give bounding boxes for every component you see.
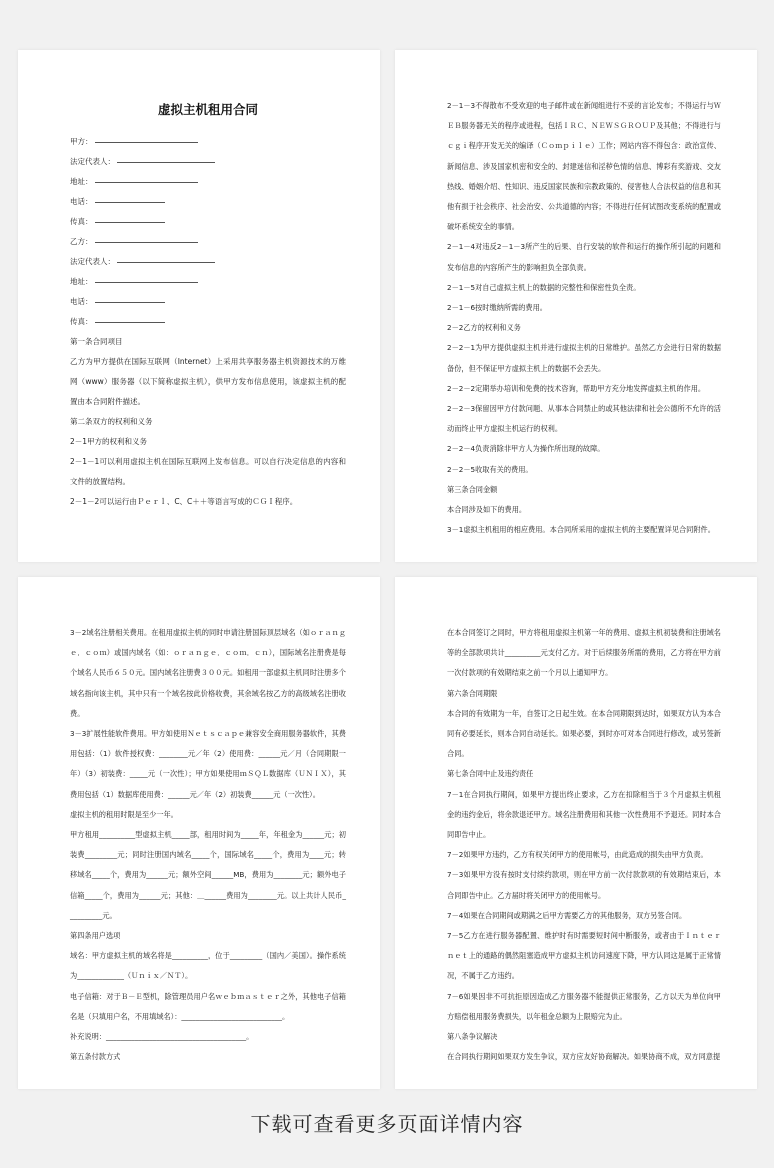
form-field — [70, 292, 346, 312]
page-3-body — [70, 623, 346, 1067]
field-blank-line — [95, 321, 165, 323]
document-page-3 — [18, 577, 380, 1089]
contract-paragraph: 补充说明：_______________________________________。 — [70, 1032, 254, 1042]
contract-paragraph: 7－4如果在合同期间或期满之后甲方需要乙方的其他服务，双方另签合同。 — [447, 910, 687, 920]
contract-paragraph: 7－5乙方在进行服务器配置、维护时有时需要短时间中断服务，或者由于Ｉｎｔｅｒｎｅｔ上的通路的偶然阻塞造成甲方虚拟主机访问速度下降，甲方认同这是属于正常情况，不属于乙方违约。 — [447, 931, 721, 981]
form-field — [70, 152, 346, 172]
contract-paragraph: 虚拟主机的租用时限是至少一年。 — [70, 809, 178, 819]
form-field — [70, 312, 346, 332]
party-info-fields — [70, 132, 346, 332]
field-label: 传真： — [70, 317, 93, 326]
download-more-caption: 下载可查看更多页面详情内容 — [250, 1112, 524, 1136]
field-blank-line — [95, 141, 198, 143]
form-field — [70, 252, 346, 272]
field-label: 电话： — [70, 197, 93, 206]
field-blank-line — [117, 261, 215, 263]
form-field — [70, 132, 346, 152]
contract-paragraph: 第四条用户选项 — [70, 931, 121, 941]
contract-paragraph: 7－1在合同执行期间，如果甲方提出终止要求，乙方在扣除相当于３个月虚拟主机租金的违约金后，将余款退还甲方。域名注册费用和其他一次性费用不予退还。同时本合同即告中止。 — [447, 789, 721, 840]
field-blank-line — [95, 221, 165, 223]
contract-title: 虚拟主机租用合同 — [157, 102, 258, 117]
contract-paragraph: 在本合同签订之同时，甲方将租用虚拟主机第一年的费用、虚拟主机初装费和注册域名等的全部款项共计__________元支付乙方。对于后续服务所需的费用，乙方将在甲方前一次付款项的有效期结束之前一个月以上通知甲方。 — [447, 628, 721, 678]
field-label: 甲方： — [70, 137, 93, 146]
contract-paragraph: 7－2如果甲方违约，乙方有权关闭甲方的使用帐号，由此造成的损失由甲方负责。 — [447, 850, 708, 860]
contract-paragraph: 2－2乙方的权利和义务 — [447, 323, 521, 333]
contract-paragraph: 第二条双方的权利和义务 — [70, 417, 153, 426]
contract-paragraph: 第三条合同金额 — [447, 484, 498, 494]
contract-paragraph: 域名：甲方虚拟主机的域名将是__________，位于_________（国内／美国）。操作系统为_____________（Ｕｎｉｘ／ＮＴ）。 — [70, 951, 346, 981]
contract-paragraph: 本合同的有效期为一年，自签订之日起生效。在本合同期限到达时，如果双方认为本合同有必要延长，则本合同自动延长。如果必要，到时亦可对本合同进行修改，或另签新合同。 — [447, 708, 721, 759]
contract-paragraph: 2－1－2可以运行由Ｐｅｒｌ、C、C＋＋等语言写成的ＣＧＩ程序。 — [70, 497, 298, 506]
contract-paragraph: 7－3如果甲方没有按时支付续约款项，则在甲方前一次付款款项的有效期结束后，本合同即告中止。乙方届时将关闭甲方的使用帐号。 — [447, 870, 721, 900]
contract-paragraph: 2－1－1可以利用虚拟主机在国际互联网上发布信息。可以自行决定信息的内容和文件的放置结构。 — [70, 457, 346, 486]
field-blank-line — [95, 241, 198, 243]
page-1-body — [70, 332, 346, 512]
field-blank-line — [117, 161, 215, 163]
document-page-1 — [18, 50, 380, 562]
contract-paragraph: 3－1虚拟主机租用的相应费用。本合同所采用的虚拟主机的主要配置详见合同附件。 — [447, 525, 715, 535]
contract-paragraph: 第八条争议解决 — [447, 1032, 498, 1042]
field-label: 传真： — [70, 217, 93, 226]
contract-paragraph: 3－2域名注册相关费用。在租用虚拟主机的同时申请注册国际顶层域名（如ｏｒａｎｇｅ．ｃｏｍ）或国内域名（如：ｏｒａｎｇｅ．ｃｏｍ．ｃｎ），国际域名注册费是每个域名人民币６５０元。国内域名注册费３００元。如租用一部虚拟主机同时注册多个域名指向该主机，其中只有一个域名按此价格收费，其余域名按乙方的高级域名注册收费。 — [70, 628, 346, 718]
contract-paragraph: 2－2－1为甲方提供虚拟主机并进行虚拟主机的日常维护。虽然乙方会进行日常的数据备份，但不保证甲方虚拟主机上的数据不会丢失。 — [447, 343, 721, 373]
contract-paragraph: 第六条合同期限 — [447, 688, 498, 698]
contract-paragraph: 2－2－4负责消除非甲方人为操作所出现的故障。 — [447, 444, 605, 454]
contract-paragraph: 在合同执行期间如果双方发生争议，双方应友好协商解决。如果协商不成，双方同意提 — [447, 1052, 721, 1062]
contract-paragraph: 2－1－4对违反2－1－3所产生的后果、自行安装的软件和运行的操作所引起的问题和发布信息的内容所产生的影响担负全部负责。 — [447, 242, 721, 272]
contract-paragraph: 2－2－5收取有关的费用。 — [447, 464, 533, 474]
field-blank-line — [95, 181, 198, 183]
document-page-2 — [395, 50, 757, 562]
contract-paragraph: 甲方租用__________型虚拟主机_____部，租用时间为_____年，年租金为______元；初装费_________元；同时注册国内域名_____个，国际域名_____个，费用为____元；转移域名_____个，费用为______元；额外空间______MB，费用为________元；额外电子信箱_____个，费用为______元；其他：＿______费用为________元。以上共计人民币__________元。 — [70, 830, 346, 920]
field-blank-line — [95, 301, 165, 303]
page-4-body — [447, 623, 721, 1067]
contract-paragraph: 2－1－5对自己虚拟主机上的数据的完整性和保密性负全责。 — [447, 282, 641, 292]
contract-paragraph: 3－3扩展性能软件费用。甲方如使用Ｎｅｔｓｃａｐｅ兼容安全商用服务器软件，其费用包括：（1）软件授权费：________元／年（2）使用费：______元／月（合同期限一年）（3）初装费：_____元（一次性）；甲方如果使用ｍＳＱＬ数据库（ＵＮＩＸ），其费用包括（1）数据库使用费：______元／年（2）初装费______元（一次性）。 — [70, 729, 346, 799]
contract-paragraph: 7－6如果因非不可抗拒原因造成乙方服务器不能提供正常服务，乙方以天为单位向甲方赔偿租用服务费损失，以年租金总额为上限赔完为止。 — [447, 991, 721, 1021]
contract-paragraph: 第一条合同项目 — [70, 337, 123, 346]
contract-paragraph: 2－2－3保留因甲方付款问题、从事本合同禁止的或其他法律和社会公德所不允许的活动而终止甲方虚拟主机运行的权利。 — [447, 404, 721, 434]
field-label: 电话： — [70, 297, 93, 306]
contract-paragraph: 第五条付款方式 — [70, 1052, 121, 1062]
field-label: 地址： — [70, 277, 93, 286]
form-field — [70, 192, 346, 212]
contract-paragraph: 乙方为甲方提供在国际互联网（Internet）上采用共享服务器主机资源技术的万维网（www）服务器（以下简称虚拟主机），供甲方发布信息使用，该虚拟主机的配置由本合同附件描述。 — [70, 357, 346, 406]
field-label: 地址： — [70, 177, 93, 186]
contract-paragraph: 2－1－6按时缴纳所需的费用。 — [447, 303, 547, 313]
contract-paragraph: 电子信箱：对于Ｂ－Ｅ型机，除管理员用户名ｗｅｂｍａｓｔｅｒ之外，其他电子信箱名是（只填用户名，不用填域名）：____________________________。 — [70, 991, 346, 1021]
field-blank-line — [95, 281, 198, 283]
contract-paragraph: 本合同涉及如下的费用。 — [447, 505, 527, 515]
field-blank-line — [95, 201, 165, 203]
form-field — [70, 172, 346, 192]
document-page-4 — [395, 577, 757, 1089]
form-field — [70, 272, 346, 292]
contract-paragraph: 2－2－2定期举办培训和免费的技术咨询，帮助甲方充分地发挥虚拟主机的作用。 — [447, 383, 706, 393]
contract-paragraph: 第七条合同中止及违约责任 — [447, 769, 534, 779]
form-field — [70, 212, 346, 232]
field-label: 法定代表人： — [70, 257, 115, 266]
contract-paragraph: 2－1－3不得散布不受欢迎的电子邮件或在新闻组进行不妥的言论发布；不得运行与ＷＥＢ服务器无关的程序或进程，包括ＩＲＣ、ＮＥＷＳＧＲＯＵＰ及其他；不得进行与ｃｇｉ程序开发无关的编译（Ｃｏｍｐｉｌｅ）工作；网站内容不得包含：政治宣传、新闻信息、涉及国家机密和安全的、封建迷信和淫秽色情的信息、博彩有奖游戏、交友热线、婚姻介绍、性知识、违反国家民族和宗教政策的、侵害他人合法权益的信息和其他有损于社会秩序、社会治安、公共道德的内容；不得进行任何试图改变系统的配置或破坏系统安全的事情。 — [447, 101, 721, 232]
form-field — [70, 232, 346, 252]
field-label: 乙方： — [70, 237, 93, 246]
page-2-body — [447, 96, 721, 540]
contract-paragraph: 2－1甲方的权利和义务 — [70, 437, 148, 446]
field-label: 法定代表人： — [70, 157, 115, 166]
